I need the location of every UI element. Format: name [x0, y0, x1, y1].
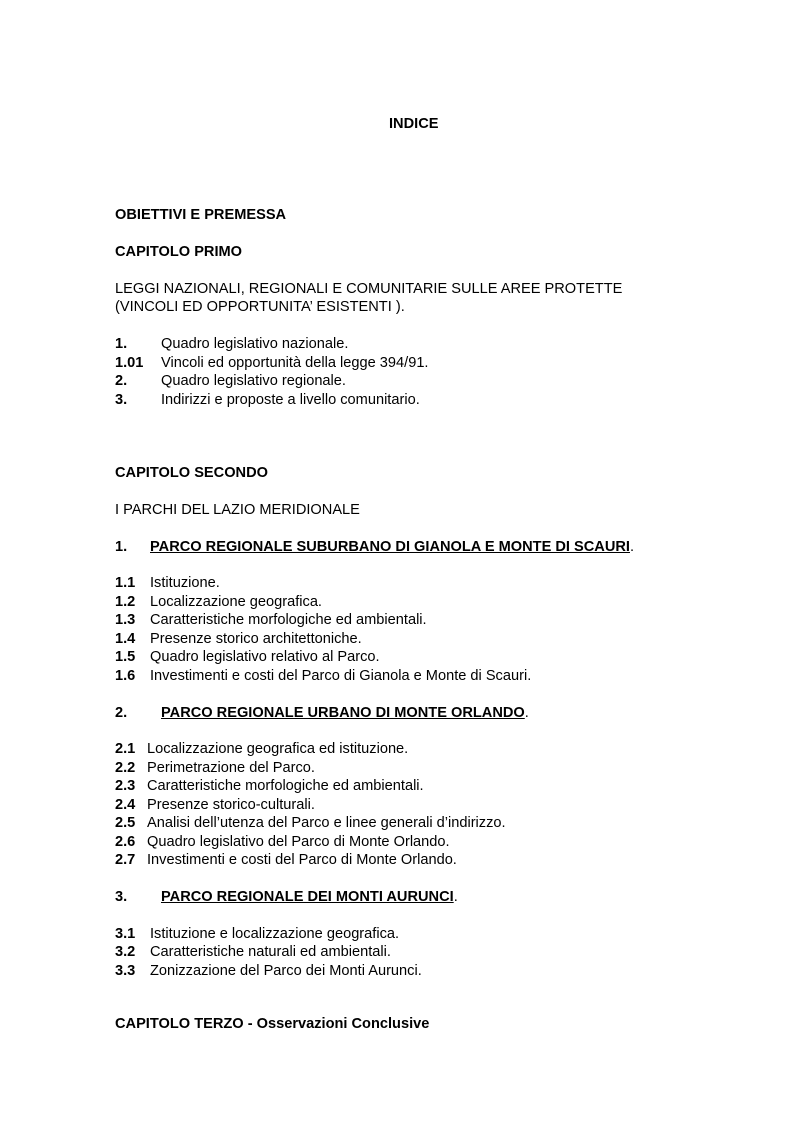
toc-item-number: 2.4: [115, 797, 136, 813]
section-title-text: PARCO REGIONALE SUBURBANO DI GIANOLA E MONTE DI SCAURI: [150, 539, 630, 555]
section-title: [161, 704, 529, 722]
toc-item-text: Caratteristiche naturali ed ambientali.: [150, 944, 391, 960]
section-title-text: PARCO REGIONALE DEI MONTI AURUNCI: [161, 889, 454, 905]
toc-item-text: Presenze storico architettoniche.: [150, 631, 362, 647]
section-title: [150, 538, 634, 556]
premessa-heading: OBIETTIVI E PREMESSA: [115, 207, 287, 223]
chapter-1-subtitle-line2: (VINCOLI ED OPPORTUNITA’ ESISTENTI ).: [115, 299, 405, 315]
toc-item-text: Vincoli ed opportunità della legge 394/91.: [161, 355, 429, 371]
chapter-1-heading: CAPITOLO PRIMO: [115, 244, 243, 260]
toc-item-text: Zonizzazione del Parco dei Monti Aurunci.: [150, 963, 422, 979]
toc-item-text: Indirizzi e proposte a livello comunitario.: [161, 392, 420, 408]
section-number: 1.: [115, 539, 128, 555]
toc-item-text: Istituzione.: [150, 575, 220, 591]
chapter-3-heading: CAPITOLO TERZO - Osservazioni Conclusive: [115, 1016, 430, 1032]
toc-item-number: 1.4: [115, 631, 136, 647]
toc-item-text: Localizzazione geografica.: [150, 594, 322, 610]
toc-item-text: Istituzione e localizzazione geografica.: [150, 926, 400, 942]
toc-item-number: 2.2: [115, 760, 136, 776]
toc-item-text: Localizzazione geografica ed istituzione.: [147, 741, 409, 757]
toc-item-number: 1.2: [115, 594, 136, 610]
toc-item-text: Presenze storico-culturali.: [147, 797, 315, 813]
toc-item-number: 1.1: [115, 575, 136, 591]
toc-item-text: Quadro legislativo relativo al Parco.: [150, 649, 380, 665]
toc-item-number: 1.5: [115, 649, 136, 665]
toc-item-number: 1.01: [115, 355, 144, 371]
section-title-punct: .: [524, 705, 529, 721]
toc-item-text: Quadro legislativo regionale.: [161, 373, 346, 389]
toc-item-number: 3.2: [115, 944, 136, 960]
section-title-punct: .: [629, 539, 635, 555]
toc-item-text: Quadro legislativo del Parco di Monte Orlando.: [147, 834, 450, 850]
toc-item-number: 2.1: [115, 741, 136, 757]
toc-item-number: 2.5: [115, 815, 136, 831]
section-title: [161, 888, 458, 906]
toc-item-number: 2.6: [115, 834, 136, 850]
toc-item-text: Investimenti e costi del Parco di Monte Orlando.: [147, 852, 457, 868]
toc-item-text: Analisi dell’utenza del Parco e linee generali d’indirizzo.: [147, 815, 506, 831]
toc-item-number: 3.3: [115, 963, 136, 979]
chapter-2-subtitle: I PARCHI DEL LAZIO MERIDIONALE: [115, 502, 360, 518]
toc-item-number: 2.3: [115, 778, 136, 794]
toc-item-text: Investimenti e costi del Parco di Gianola e Monte di Scauri.: [150, 668, 532, 684]
toc-item-number: 1.6: [115, 668, 136, 684]
toc-item-number: 3.: [115, 392, 128, 408]
page-title: INDICE: [389, 116, 439, 132]
toc-item-number: 2.7: [115, 852, 136, 868]
section-number: 3.: [115, 889, 128, 905]
toc-item-text: Caratteristiche morfologiche ed ambientali.: [147, 778, 424, 794]
toc-item-text: Perimetrazione del Parco.: [147, 760, 315, 776]
toc-item-text: Quadro legislativo nazionale.: [161, 336, 349, 352]
section-title-punct: .: [453, 889, 458, 905]
chapter-2-heading: CAPITOLO SECONDO: [115, 465, 268, 481]
toc-item-text: Caratteristiche morfologiche ed ambientali.: [150, 612, 427, 628]
chapter-1-subtitle-line1: LEGGI NAZIONALI, REGIONALI E COMUNITARIE SULLE AREE PROTETTE: [115, 281, 623, 297]
toc-item-number: 3.1: [115, 926, 136, 942]
toc-item-number: 1.: [115, 336, 128, 352]
toc-item-number: 1.3: [115, 612, 136, 628]
section-title-text: PARCO REGIONALE URBANO DI MONTE ORLANDO: [161, 705, 525, 721]
toc-item-number: 2.: [115, 373, 128, 389]
section-number: 2.: [115, 705, 128, 721]
